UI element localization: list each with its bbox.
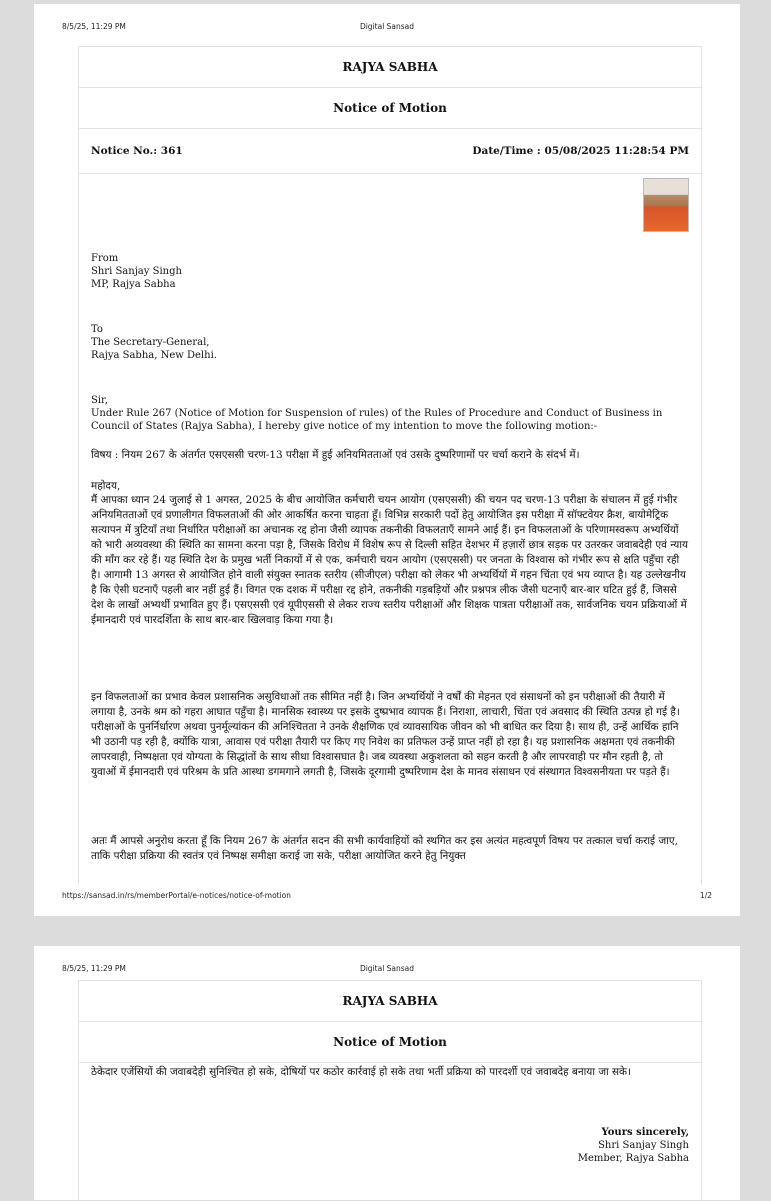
body-para-1: मैं आपका ध्यान 24 जुलाई से 1 अगस्त, 2025 के बीच आयोजित कर्मचारी चयन आयोग (एसएससी) की चयन पद चरण-13 परीक्षा के संचालन में हुई गंभीर अनियमितताओं एवं प्रणालीगत विफलताओं की ओर आकर्षित करना चाहता हूँ। विभिन्न सरकारी पदों हेतु आयोजित इस परीक्षा में सॉफ्टवेयर क्रैश, बायोमेट्रिक सत्यापन में त्रुटियाँ तथा निर्धारित परीक्षाओं का अचानक रद्द होना जैसी व्यापक तकनीकी विफलताएँ सामने आई हैं। इन विफलताओं के परिणामस्वरूप अभ्यर्थियों को भारी अव्यवस्था की स्थिति का सामना करना पड़ा है, जिसके विरोध में विशेष रूप से दिल्ली सहित देशभर में हज़ारों छात्र सड़क पर उतरकर जवाबदेही एवं न्याय की माँग कर रहे हैं। यह स्थिति देश के प्रमुख भर्ती निकायों में से एक, कर्मचारी चयन आयोग (एसएससी) पर जनता के विश्वास को गंभीर रूप से क्षति पहुँचा रही है। आगामी 13 अगस्त से आयोजित होने वाली संयुक्त स्नातक स्तरीय (सीजीएल) परीक्षा को लेकर भी अभ्यर्थियों में गहन चिंता एवं भय व्याप्त है। यह उल्लेखनीय है कि ऐसी घटनाएँ पहली बार नहीं हुई हैं। विगत एक दशक में परीक्षा रद्द होने, तकनीकी गड़बड़ियों और प्रश्नपत्र लीक जैसी घटनाएँ बार-बार घटित हुई हैं, जिससे देश के लाखों अभ्यर्थी प्रभावित हुए हैं। एसएससी एवं यूपीएससी से लेकर राज्य स्तरीय परीक्षाओं और शिक्षक पात्रता परीक्षाओं तक, सार्वजनिक चयन प्रक्रियाओं में ईमानदारी एवं पारदर्शिता के साथ बार-बार खिलवाड़ किया गया है। (91, 494, 689, 626)
intro-text: Under Rule 267 (Notice of Motion for Suspension of rules) of the Rules of Procedure and Conduct of Business in Council of States (Rajya Sabha), I hereby give notice of my intention to move the following motion:- (91, 408, 663, 432)
notice-title: Notice of Motion (79, 88, 701, 129)
print-url: https://sansad.in/rs/memberPortal/e-notices/notice-of-motion (62, 891, 292, 900)
from-block (91, 252, 689, 291)
member-photo (643, 178, 689, 232)
print-datetime: 8/5/25, 11:29 PM (62, 22, 126, 31)
from-name: Shri Sanjay Singh (91, 266, 182, 277)
from-label: From (91, 253, 119, 264)
to-line1: The Secretary-General, (91, 337, 210, 348)
subject-line: विषय : नियम 267 के अंतर्गत एसएससी चरण-13 परीक्षा में हुई अनियमितताओं एवं उसके दुष्परिणामों पर चर्चा कराने के संदर्भ में। (91, 449, 580, 461)
signature-block (578, 1126, 689, 1165)
to-block (91, 323, 689, 362)
body-para-3: अतः मैं आपसे अनुरोध करता हूँ कि नियम 267 के अंतर्गत सदन की सभी कार्यवाहियों को स्थगित कर इस अत्यंत महत्वपूर्ण विषय पर तत्काल चर्चा कराई जाए, ताकि परीक्षा प्रक्रिया की स्वतंत्र एवं निष्पक्ष समीक्षा कराई जा सके, परीक्षा आयोजित करने हेतु नियुक्त (91, 835, 678, 862)
body-para-2: इन विफलताओं का प्रभाव केवल प्रशासनिक असुविधाओं तक सीमित नहीं है। जिन अभ्यर्थियों ने वर्षों की मेहनत एवं संसाधनों को इन परीक्षाओं की तैयारी में लगाया है, उनके श्रम को गहरा आघात पहुँचा है। मानसिक स्वास्थ्य पर इसके दुष्प्रभाव व्यापक हैं। निराशा, लाचारी, चिंता एवं अवसाद की स्थिति उत्पन्न हो गई है। परीक्षाओं के पुनर्निर्धारण अथवा पुनर्मूल्यांकन की अनिश्चितता ने उनके शैक्षणिक एवं व्यावसायिक जीवन को भी बाधित कर दिया है। साथ ही, उन्हें आर्थिक हानि भी उठानी पड़ रही है, क्योंकि यात्रा, आवास एवं परीक्षा तैयारी पर किए गए निवेश का प्रतिफल उन्हें प्राप्त नहीं हो रहा है। यह प्रशासनिक अक्षमता एवं तकनीकी लापरवाही, निष्पक्षता एवं योग्यता के सिद्धांतों के साथ सीधा विश्वासघात है। जब व्यवस्था अकुशलता को सहन करती है और लापरवाही पर मौन रहती है, तो युवाओं में ईमानदारी एवं परिश्रम के प्रति आस्था डगमगाने लगती है, जिसके दूरगामी दुष्परिणाम देश के मानव संसाधन एवं संस्थागत विश्वसनीयता पर पड़ते हैं। (91, 691, 680, 778)
body-para-3-continued: ठेकेदार एजेंसियों की जवाबदेही सुनिश्चित हो सके, दोषियों पर कठोर कार्रवाई हो सके तथा भर्ती प्रक्रिया को पारदर्शी एवं जवाबदेह बनाया जा सके। (91, 1066, 631, 1078)
signatory-name: Shri Sanjay Singh (598, 1140, 689, 1151)
print-site-title: Digital Sansad (359, 964, 415, 973)
notice-datetime: Date/Time : 05/08/2025 11:28:54 PM (472, 145, 689, 157)
from-designation: MP, Rajya Sabha (91, 279, 176, 290)
notice-frame (78, 980, 702, 1201)
page-number: 1/2 (699, 891, 712, 900)
document-page-1 (34, 4, 740, 916)
notice-meta (79, 129, 701, 174)
print-datetime: 8/5/25, 11:29 PM (62, 964, 126, 973)
print-site-title: Digital Sansad (359, 22, 415, 31)
notice-title: Notice of Motion (79, 1022, 701, 1063)
house-title: RAJYA SABHA (79, 981, 701, 1022)
body-salutation: महोदय, (91, 480, 121, 492)
signatory-designation: Member, Rajya Sabha (577, 1153, 689, 1164)
closing: Yours sincerely, (601, 1127, 689, 1138)
notice-frame (78, 46, 702, 885)
house-title: RAJYA SABHA (79, 47, 701, 88)
intro-block (91, 394, 689, 433)
document-page-2 (34, 946, 740, 1200)
notice-number: Notice No.: 361 (91, 145, 183, 157)
to-label: To (91, 324, 103, 335)
intro-salutation: Sir, (91, 395, 108, 406)
to-line2: Rajya Sabha, New Delhi. (91, 350, 217, 361)
